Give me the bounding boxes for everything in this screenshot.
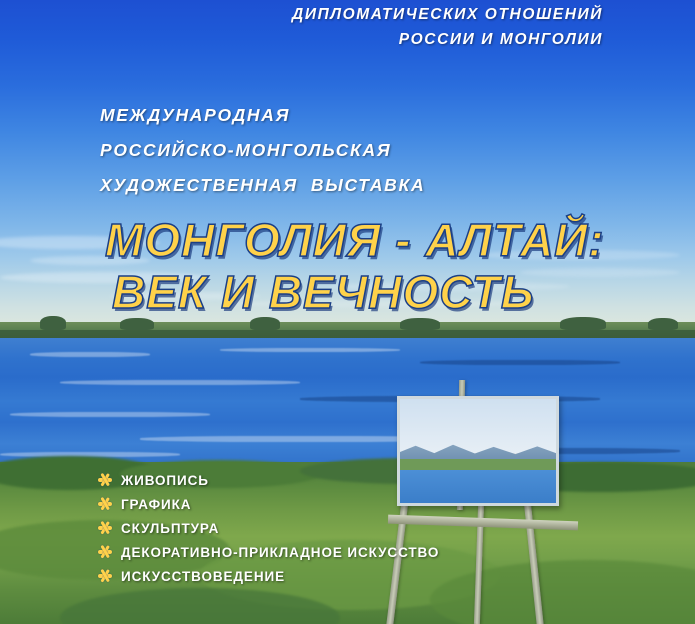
easel-leg [523,496,544,624]
category-label: СКУЛЬПТУРА [121,520,220,536]
category-label: ГРАФИКА [121,496,192,512]
water-ripple [60,380,300,385]
asterisk-icon [98,545,112,559]
asterisk-icon [98,569,112,583]
poster-title-line-1: МОНГОЛИЯ - АЛТАЙ: [105,214,605,266]
list-item [98,468,498,492]
shore-tree [560,317,606,330]
shore-tree [400,318,440,330]
list-item [98,492,498,516]
water-ripple [220,348,400,352]
category-label: ИСКУССТВОВЕДЕНИЕ [121,568,285,584]
water-ripple [10,412,210,417]
shore-tree [40,316,66,330]
kicker-line-1: ДИПЛОМАТИЧЕСКИХ ОТНОШЕНИЙ [292,6,603,23]
kicker-line-2: РОССИИ И МОНГОЛИИ [398,31,603,48]
cloud [520,268,680,277]
asterisk-icon [98,521,112,535]
category-label: ДЕКОРАТИВНО-ПРИКЛАДНОЕ ИСКУССТВО [121,544,440,560]
canvas-sky [400,399,556,453]
asterisk-icon [98,473,112,487]
subhead-line-3: ХУДОЖЕСТВЕННАЯ ВЫСТАВКА [100,175,426,195]
list-item [98,564,498,588]
shore-tree [648,318,678,330]
water-ripple [30,352,150,357]
list-item [98,540,498,564]
poster-title-line-2: ВЕК И ВЕЧНОСТЬ [112,266,535,318]
asterisk-icon [98,497,112,511]
subhead-line-1: МЕЖДУНАРОДНАЯ [100,105,291,125]
category-label: ЖИВОПИСЬ [121,472,209,488]
far-shore-shadow [0,330,695,338]
list-item [98,516,498,540]
shore-tree [120,318,154,330]
subhead-line-2: РОССИЙСКО-МОНГОЛЬСКАЯ [100,140,392,160]
water-ripple [420,360,620,365]
category-list [98,468,498,588]
